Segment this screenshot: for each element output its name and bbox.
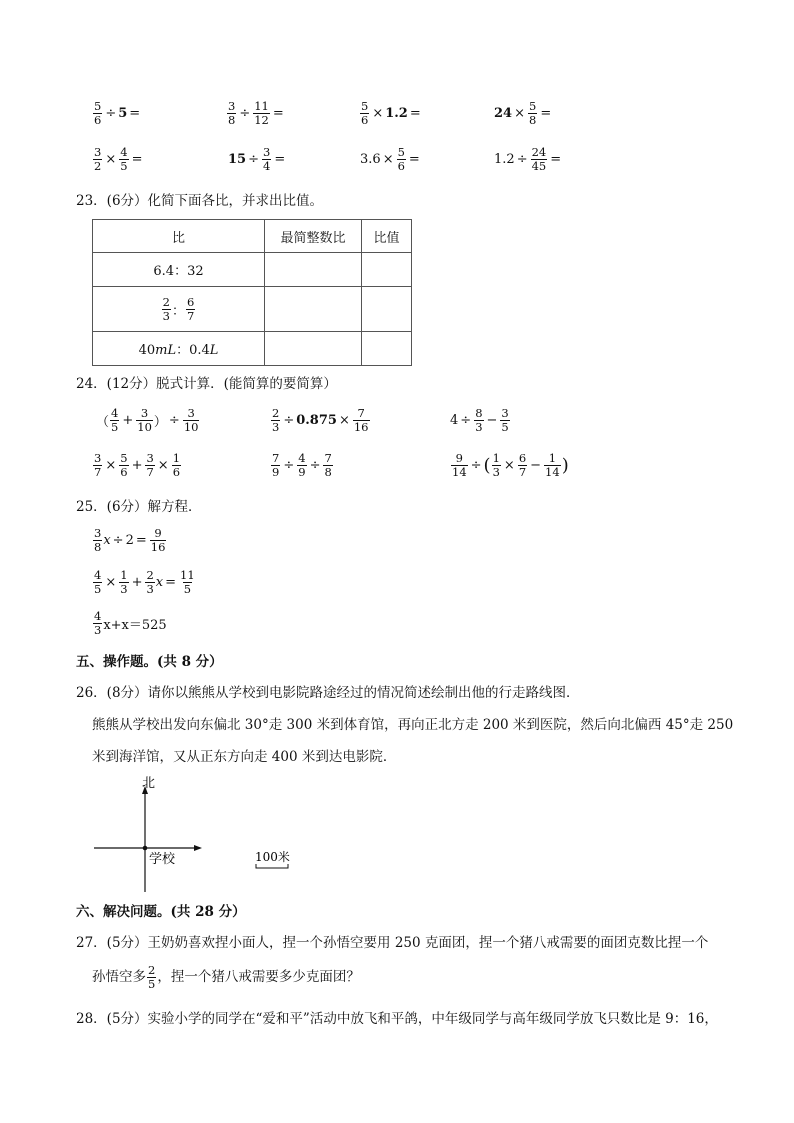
- equals-sign: =: [272, 106, 284, 121]
- operator: ÷: [248, 152, 259, 167]
- q22-expr-7: [360, 146, 422, 173]
- operator: ×: [372, 106, 384, 121]
- answer-cell[interactable]: [265, 332, 362, 366]
- denominator: 10: [183, 420, 199, 434]
- denominator: 3: [120, 582, 128, 596]
- operator: ×: [338, 413, 350, 428]
- numerator: 3: [228, 99, 236, 113]
- right-paren: ): [561, 454, 569, 476]
- denominator: 45: [531, 159, 547, 173]
- answer-cell[interactable]: [362, 332, 412, 366]
- equals-sign: =: [131, 152, 143, 167]
- denominator: 5: [120, 159, 128, 173]
- numerator: 2: [272, 406, 280, 420]
- operator: ×: [105, 575, 117, 590]
- ratio-cell: [93, 287, 265, 332]
- ratio-cell: 6.4：32: [93, 253, 265, 287]
- q22-expr-2: [226, 100, 286, 127]
- numerator: 11: [180, 568, 195, 582]
- q27-text-line-2: [92, 964, 360, 991]
- section-6-heading: 六、解决问题。(共 28 分）: [76, 904, 246, 920]
- numerator: 7: [324, 451, 332, 465]
- denominator: 3: [146, 582, 154, 596]
- operand: 15: [228, 152, 247, 167]
- numerator: 1: [172, 451, 181, 465]
- denominator: 5: [111, 420, 119, 434]
- numerator: 3: [187, 406, 195, 420]
- q22-expr-8: [494, 146, 563, 173]
- denominator: 6: [397, 159, 405, 173]
- q22-expr-4: [494, 100, 553, 127]
- denominator: 14: [545, 465, 560, 479]
- denominator: 3: [272, 420, 280, 434]
- equals-sign: =: [165, 575, 177, 590]
- operator: −: [530, 458, 542, 473]
- denominator: 5: [148, 977, 156, 991]
- numerator: 5: [361, 99, 369, 113]
- numerator: 9: [154, 526, 162, 540]
- numerator: 4: [120, 145, 128, 159]
- equals-sign: =: [129, 106, 141, 121]
- operator: ÷: [460, 413, 472, 428]
- numerator: 6: [518, 451, 527, 465]
- ratio-part: 40: [138, 343, 156, 358]
- q27-text-part: ，捏一个猪八戒需要多少克面团？: [157, 968, 360, 985]
- operator: ×: [514, 106, 525, 121]
- denominator: 6: [172, 465, 181, 479]
- school-label: 学校: [149, 852, 176, 867]
- numerator: 2: [146, 568, 154, 582]
- variable-x: x: [103, 533, 111, 548]
- north-label: 北: [142, 776, 156, 791]
- answer-cell[interactable]: [265, 287, 362, 332]
- route-diagram: [90, 772, 310, 896]
- operand: 24: [494, 106, 513, 121]
- q24-expr-3: [450, 407, 511, 434]
- denominator: 6: [94, 113, 102, 127]
- numerator: 7: [357, 406, 365, 420]
- numerator: 6: [187, 295, 195, 309]
- q24-expr-4: [92, 452, 182, 479]
- operator: ×: [157, 458, 169, 473]
- numerator: 4: [94, 568, 102, 582]
- answer-cell[interactable]: [362, 287, 412, 332]
- q22-expr-3: [359, 100, 423, 127]
- operator: ÷: [239, 106, 251, 121]
- numerator: 5: [94, 99, 102, 113]
- q23-title: 23．(6分）化简下面各比，并求出比值。: [76, 193, 324, 209]
- q22-expr-1: [92, 100, 142, 127]
- numerator: 24: [531, 145, 547, 159]
- denominator: 7: [94, 465, 102, 479]
- q25-equation-2: [92, 569, 197, 596]
- numerator: 4: [298, 451, 306, 465]
- operator: +: [122, 413, 134, 428]
- numerator: 3: [94, 145, 102, 159]
- q24-title: 24．(12分）脱式计算．(能简算的要简算）: [76, 376, 337, 392]
- q24-expr-5: [270, 452, 334, 479]
- denominator: 8: [324, 465, 332, 479]
- ratio-cell: [93, 332, 265, 366]
- denominator: 16: [150, 540, 166, 554]
- operator: ×: [105, 458, 117, 473]
- operator: ×: [503, 458, 515, 473]
- operator: ÷: [470, 458, 482, 473]
- q27-text-line-1: 27．(5分）王奶奶喜欢捏小面人，捏一个孙悟空要用 250 克面团，捏一个猪八戒需要的面团克数比捏一个: [76, 935, 709, 951]
- denominator: 7: [518, 465, 527, 479]
- operand: 2: [125, 533, 134, 548]
- q26-text-line-1: 熊熊从学校出发向东偏北 30°走 300 米到体育馆，再向正北方走 200 米到医院，然后向北偏西 45°走 250: [92, 717, 734, 733]
- q25-equation-1: [92, 527, 167, 554]
- answer-cell[interactable]: [265, 253, 362, 287]
- denominator: 7: [146, 465, 154, 479]
- header-ratio: 比: [93, 220, 265, 253]
- numerator: 5: [529, 99, 537, 113]
- q22-expr-6: [228, 146, 287, 173]
- left-paren: (: [483, 454, 491, 476]
- numerator: 3: [263, 145, 271, 159]
- numerator: 1: [120, 568, 128, 582]
- operand: 0.875: [296, 413, 337, 428]
- scale-label: 100米: [255, 850, 290, 864]
- operator: +: [131, 458, 143, 473]
- numerator: 2: [148, 963, 156, 977]
- numerator: 7: [272, 451, 280, 465]
- denominator: 14: [452, 465, 467, 479]
- q24-expr-6: [450, 452, 569, 479]
- q26-text-line-2: 米到海洋馆，又从正东方向走 400 米到达电影院．: [92, 749, 397, 765]
- unit: mL: [155, 343, 177, 358]
- operator: ×: [105, 152, 117, 167]
- header-simplest-ratio: 最简整数比: [265, 220, 362, 253]
- operand: 3.6: [360, 152, 381, 167]
- numerator: 1: [548, 451, 557, 465]
- operator: ×: [382, 152, 394, 167]
- denominator: 16: [353, 420, 369, 434]
- answer-cell[interactable]: [362, 253, 412, 287]
- operand: 1.2: [385, 106, 408, 121]
- equation-rest: x+x＝525: [103, 618, 167, 633]
- ratio-colon: ：: [171, 304, 185, 319]
- q25-title: 25．(6分）解方程．: [76, 499, 202, 515]
- operator: ÷: [516, 152, 528, 167]
- numerator: 11: [254, 99, 269, 113]
- operator: ÷: [168, 413, 180, 428]
- denominator: 3: [475, 420, 483, 434]
- section-5-heading: 五、操作题。(共 8 分）: [76, 654, 223, 670]
- operand: 5: [118, 106, 128, 121]
- denominator: 8: [529, 113, 537, 127]
- q24-expr-1: [96, 407, 200, 434]
- operator: ÷: [309, 458, 321, 473]
- numerator: 3: [94, 526, 102, 540]
- header-ratio-value: 比值: [362, 220, 412, 253]
- equals-sign: =: [135, 533, 147, 548]
- operator: −: [486, 413, 498, 428]
- table-row: [93, 332, 412, 366]
- equals-sign: =: [540, 106, 552, 121]
- denominator: 9: [272, 465, 280, 479]
- denominator: 3: [94, 623, 102, 637]
- q24-expr-2: [270, 407, 371, 434]
- denominator: 8: [94, 540, 102, 554]
- right-paren: ）: [153, 415, 167, 430]
- denominator: 2: [94, 159, 102, 173]
- denominator: 5: [183, 582, 192, 596]
- table-row: [93, 287, 412, 332]
- denominator: 10: [137, 420, 152, 434]
- numerator: 5: [397, 145, 405, 159]
- operator: ÷: [283, 413, 295, 428]
- numerator: 3: [146, 451, 154, 465]
- operand: 1.2: [494, 152, 515, 167]
- east-arrowhead: [194, 845, 202, 851]
- table-header-row: [93, 220, 412, 253]
- q26-title: 26．(8分）请你以熊熊从学校到电影院路途经过的情况简述绘制出他的行走路线图．: [76, 685, 580, 701]
- fraction: [93, 100, 102, 127]
- operator: ÷: [112, 533, 124, 548]
- equals-sign: =: [550, 152, 562, 167]
- ratio-table: [92, 219, 412, 366]
- variable-x: x: [155, 575, 164, 590]
- numerator: 8: [475, 406, 483, 420]
- equals-sign: =: [408, 152, 420, 167]
- denominator: 3: [162, 309, 170, 323]
- numerator: 1: [492, 451, 500, 465]
- ratio-part: ：0.4: [176, 343, 210, 358]
- numerator: 3: [140, 406, 149, 420]
- operator: ÷: [283, 458, 295, 473]
- equals-sign: =: [274, 152, 286, 167]
- denominator: 8: [228, 113, 236, 127]
- numerator: 3: [501, 406, 509, 420]
- numerator: 4: [111, 406, 119, 420]
- denominator: 12: [254, 113, 269, 127]
- denominator: 7: [187, 309, 195, 323]
- numerator: 2: [162, 295, 170, 309]
- q22-expr-5: [92, 146, 144, 173]
- equals-sign: =: [409, 106, 421, 121]
- operator: +: [131, 575, 143, 590]
- q27-text-part: 孙悟空多: [92, 968, 146, 985]
- denominator: 5: [501, 420, 509, 434]
- denominator: 9: [298, 465, 306, 479]
- q28-text-line-1: 28．(5分）实验小学的同学在“爱和平”活动中放飞和平鸽，中年级同学与高年级同学放飞只数比是 9：16，: [76, 1011, 718, 1027]
- numerator: 5: [120, 451, 128, 465]
- denominator: 5: [94, 582, 102, 596]
- q25-equation-3: [92, 610, 167, 637]
- school-point: [143, 846, 148, 851]
- numerator: 3: [94, 451, 102, 465]
- denominator: 3: [492, 465, 500, 479]
- left-paren: （: [96, 415, 110, 430]
- denominator: 4: [263, 159, 271, 173]
- unit: L: [209, 343, 219, 358]
- numerator: 9: [455, 451, 463, 465]
- table-row: [93, 253, 412, 287]
- denominator: 6: [361, 113, 369, 127]
- operator: ÷: [105, 106, 117, 121]
- operand: 4: [450, 413, 459, 428]
- denominator: 6: [120, 465, 128, 479]
- scale-bar: [256, 864, 288, 868]
- numerator: 4: [94, 609, 102, 623]
